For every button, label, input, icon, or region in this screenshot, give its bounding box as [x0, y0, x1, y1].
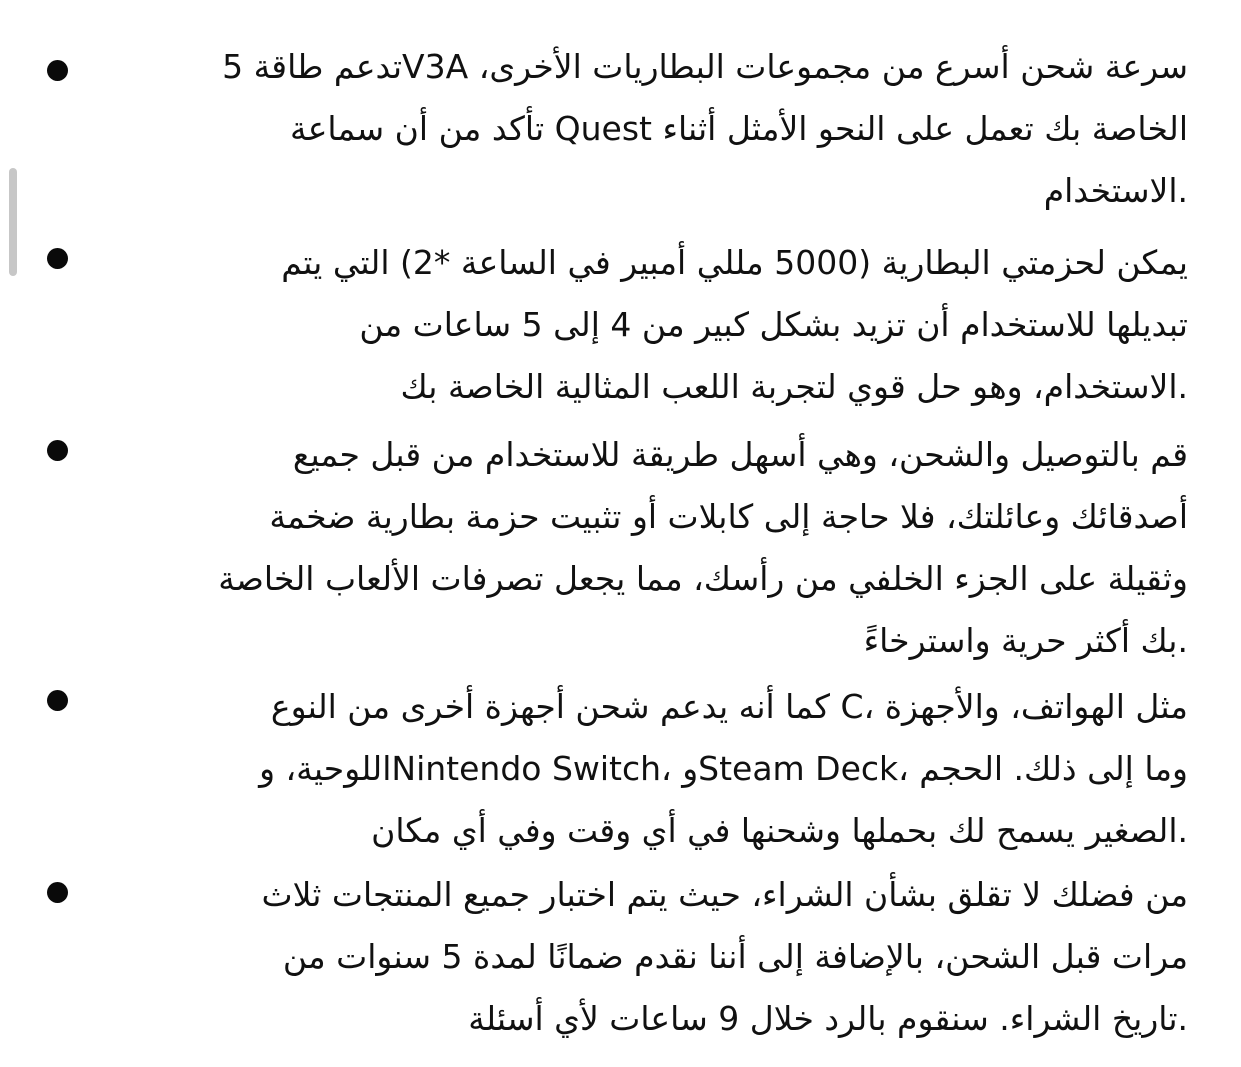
text-line: وما إلى ذلك. الحجم ،Steam Deckو ،Nintendo Switchاللوحية، و: [259, 749, 1188, 788]
bullet-text: [96, 232, 1188, 418]
text-line: .الاستخدام: [1043, 171, 1188, 210]
bullet-text: [96, 36, 1188, 222]
bullet-dot-icon: [47, 882, 68, 903]
text-line: مرات قبل الشحن، بالإضافة إلى أننا نقدم ضمانًا لمدة 5 سنوات من: [282, 937, 1188, 976]
text-line: الخاصة بك تعمل على النحو الأمثل أثناء Quest تأكد من أن سماعة: [290, 109, 1188, 148]
text-line: أصدقائك وعائلتك، فلا حاجة إلى كابلات أو تثبيت حزمة بطارية ضخمة: [269, 497, 1188, 536]
text-line: يمكن لحزمتي البطارية (5000 مللي أمبير في الساعة *2) التي يتم: [281, 243, 1188, 282]
text-line: سرعة شحن أسرع من مجموعات البطاريات الأخرى، V3Aتدعم طاقة 5: [222, 47, 1188, 86]
bullet-dot-icon: [47, 440, 68, 461]
text-line: .بك أكثر حرية واسترخاءً: [863, 621, 1188, 660]
text-line: من فضلك لا تقلق بشأن الشراء، حيث يتم اختبار جميع المنتجات ثلاث: [261, 875, 1188, 914]
text-line: .تاريخ الشراء. سنقوم بالرد خلال 9 ساعات لأي أسئلة: [468, 999, 1188, 1038]
text-line: .الصغير يسمح لك بحملها وشحنها في أي وقت وفي أي مكان: [371, 811, 1188, 850]
bullet-dot-icon: [47, 248, 68, 269]
bullet-text: [96, 864, 1188, 1050]
text-line: .الاستخدام، وهو حل قوي لتجربة اللعب المثالية الخاصة بك: [400, 367, 1188, 406]
bullet-dot-icon: [47, 60, 68, 81]
text-line: مثل الهواتف، والأجهزة ،C كما أنه يدعم شحن أجهزة أخرى من النوع: [270, 687, 1188, 726]
text-line: وثقيلة على الجزء الخلفي من رأسك، مما يجعل تصرفات الألعاب الخاصة: [218, 559, 1188, 598]
text-line: تبديلها للاستخدام أن تزيد بشكل كبير من 4 إلى 5 ساعات من: [359, 305, 1188, 344]
text-line: قم بالتوصيل والشحن، وهي أسهل طريقة للاستخدام من قبل جميع: [292, 435, 1188, 474]
bullet-text: [96, 424, 1188, 672]
bullet-dot-icon: [47, 690, 68, 711]
bullet-text: [96, 676, 1188, 862]
scrollbar-thumb[interactable]: [9, 168, 17, 276]
